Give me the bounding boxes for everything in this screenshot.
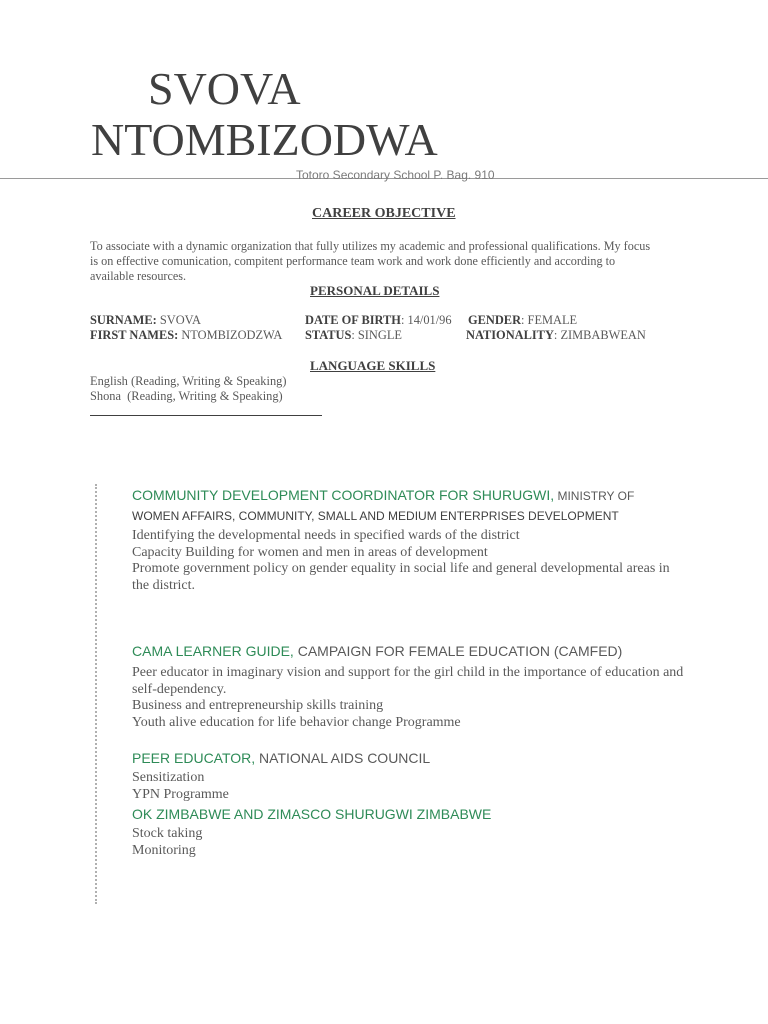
career-objective-heading: CAREER OBJECTIVE — [312, 206, 456, 221]
first-names-value: NTOMBIZODZWA — [178, 328, 283, 342]
list-item: self-dependency. — [132, 681, 227, 697]
job-peer-educator-items — [132, 770, 692, 803]
job-title-line-1 — [132, 485, 634, 506]
list-item: Stock taking — [132, 826, 203, 841]
career-objective-text — [90, 239, 690, 284]
list-item: Monitoring — [132, 842, 196, 858]
list-item: Peer educator in imaginary vision and support for the girl child in the importance of education and — [132, 665, 684, 680]
list-item: Sensitization — [132, 770, 205, 785]
job-org: NATIONAL AIDS COUNCIL — [255, 750, 431, 766]
dob-value: : 14/01/96 — [400, 313, 452, 327]
status-row — [305, 328, 402, 343]
list-item: the district. — [132, 577, 195, 593]
dob-label: DATE OF BIRTH — [305, 313, 401, 327]
job-community-development-items — [132, 528, 692, 594]
language-item-shona: Shona (Reading, Writing & Speaking) — [90, 389, 283, 403]
first-names-row — [90, 328, 282, 343]
job-org-line-1: MINISTRY OF — [554, 489, 635, 503]
career-objective-line-2: is on effective comunication, compitent performance team work and work done efficiently and according to — [90, 254, 616, 268]
job-title: OK ZIMBABWE AND ZIMASCO SHURUGWI ZIMBABWE — [132, 806, 492, 822]
list-item: Promote government policy on gender equality in social life and general developmental areas in — [132, 561, 670, 576]
gender-value: : FEMALE — [521, 313, 578, 327]
career-objective-line-3: available resources. — [90, 269, 187, 283]
status-value: : SINGLE — [351, 328, 402, 342]
surname-label: SURNAME: — [90, 313, 157, 327]
dob-row — [305, 313, 452, 328]
address: Totoro Secondary School P. Bag. 910 — [296, 168, 495, 182]
job-community-development — [132, 485, 634, 526]
nationality-label: NATIONALITY — [466, 328, 554, 342]
job-org-line-2: WOMEN AFFAIRS, COMMUNITY, SMALL AND MEDIUM ENTERPRISES DEVELOPMENT — [132, 509, 619, 523]
job-title: PEER EDUCATOR, — [132, 750, 256, 766]
list-item: YPN Programme — [132, 786, 229, 802]
language-list — [90, 374, 286, 404]
job-cama-learner-guide — [132, 641, 622, 661]
name-second-line: NTOMBIZODWA — [91, 114, 438, 165]
list-item: Youth alive education for life behavior change Programme — [132, 714, 461, 730]
section-divider — [90, 415, 322, 416]
job-cama-learner-guide-items — [132, 665, 692, 731]
gender-row — [468, 313, 577, 328]
first-names-label: FIRST NAMES: — [90, 328, 179, 342]
nationality-value: : ZIMBABWEAN — [553, 328, 646, 342]
job-peer-educator — [132, 748, 430, 768]
language-item-english: English (Reading, Writing & Speaking) — [90, 374, 287, 388]
personal-details-heading: PERSONAL DETAILS — [310, 283, 440, 298]
job-title: COMMUNITY DEVELOPMENT COORDINATOR FOR SHURUGWI, — [132, 487, 555, 503]
career-objective-line-1: To associate with a dynamic organization that fully utilizes my academic and professional qualifications. My focus — [90, 239, 651, 253]
surname-value: SVOVA — [156, 313, 201, 327]
job-ok-zimbabwe — [132, 804, 491, 824]
list-item: Business and entrepreneurship skills training — [132, 698, 384, 713]
status-label: STATUS — [305, 328, 352, 342]
nationality-row — [466, 328, 646, 343]
job-ok-zimbabwe-items — [132, 826, 692, 859]
language-skills-heading: LANGUAGE SKILLS — [310, 358, 436, 373]
list-item: Capacity Building for women and men in areas of development — [132, 544, 488, 560]
list-item: Identifying the developmental needs in specified wards of the district — [132, 528, 520, 543]
job-org: CAMPAIGN FOR FEMALE EDUCATION (CAMFED) — [293, 643, 623, 659]
job-title: CAMA LEARNER GUIDE, — [132, 643, 294, 659]
timeline-dotted-line — [95, 484, 97, 904]
name-first-line: SVOVA — [148, 63, 301, 114]
surname-row — [90, 313, 201, 328]
gender-label: GENDER — [468, 313, 522, 327]
